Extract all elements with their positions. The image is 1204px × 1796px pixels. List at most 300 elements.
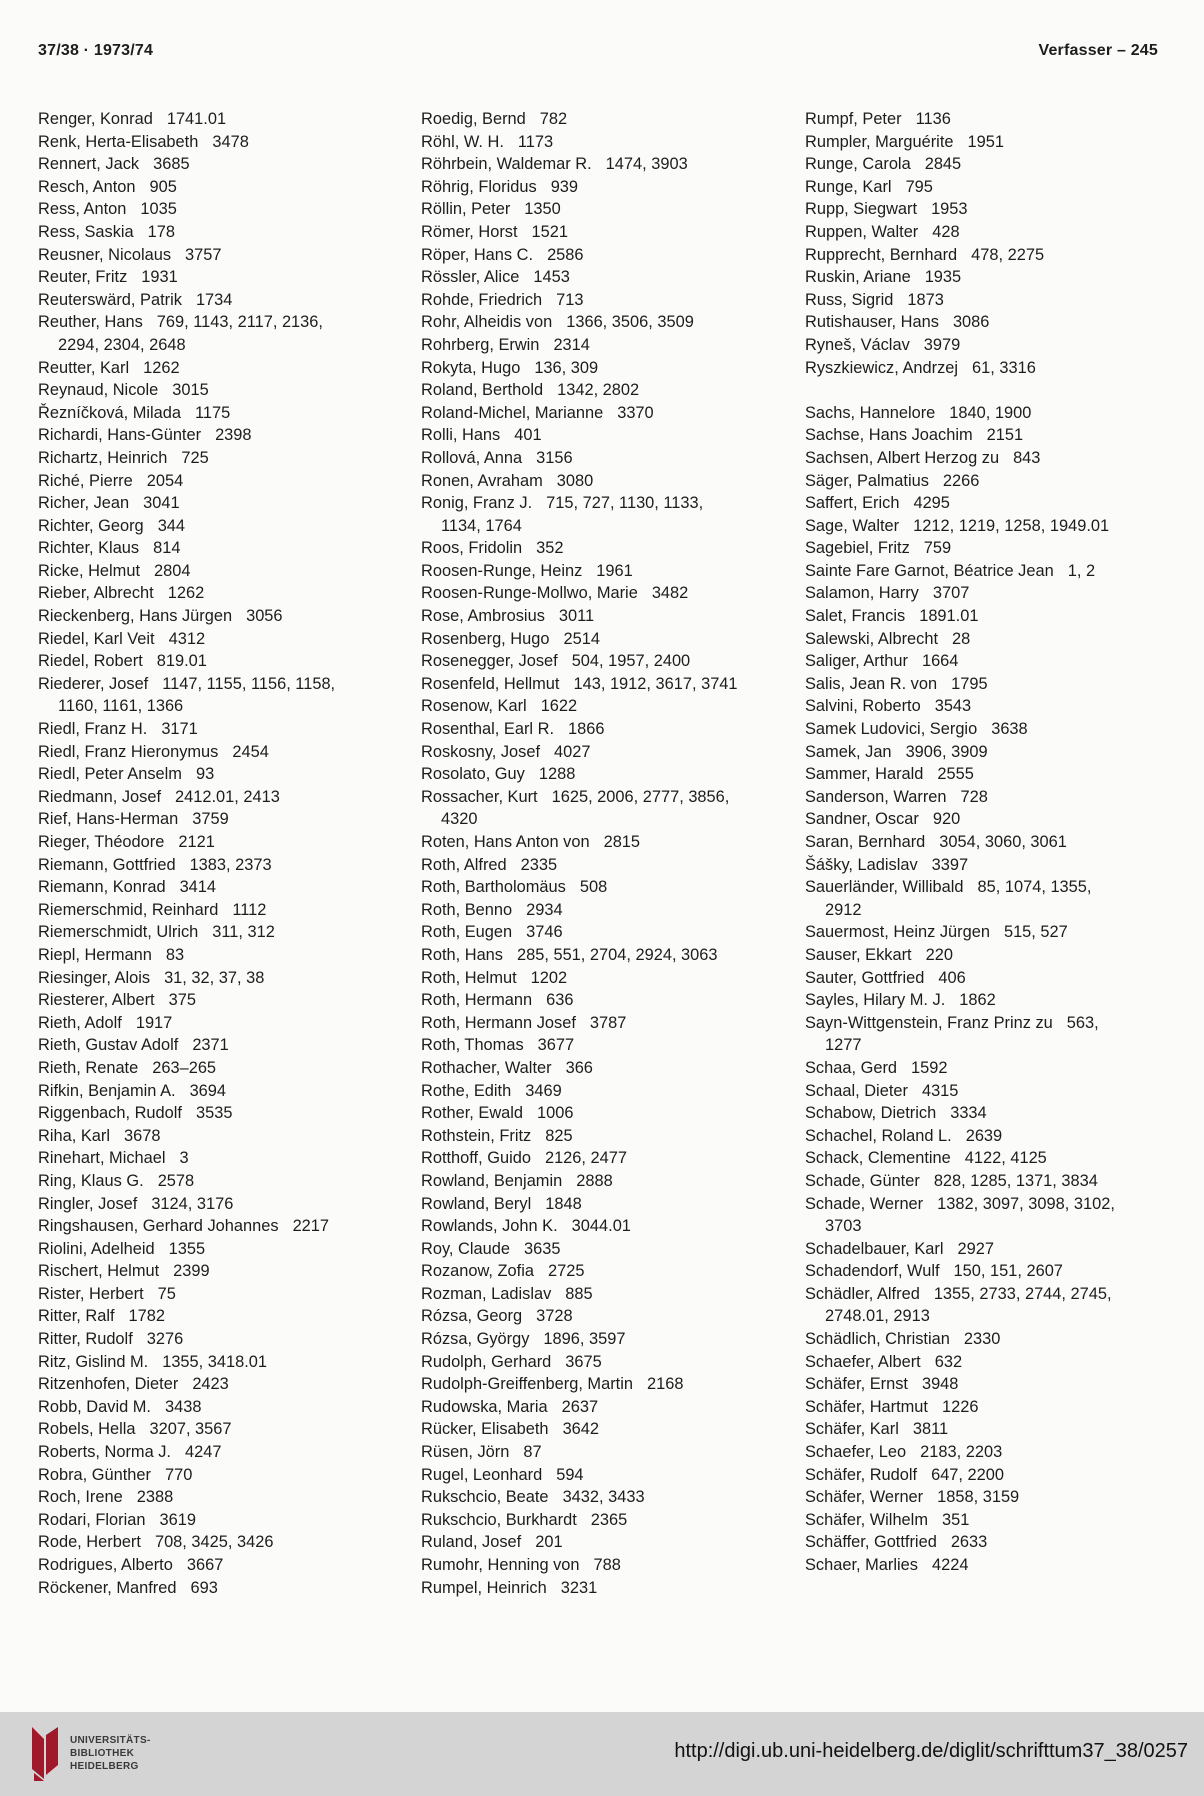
- index-entry: [38, 1396, 408, 1419]
- index-entry-continuation: [421, 515, 791, 538]
- index-entry: [38, 718, 408, 741]
- entry-numbers: 2266: [942, 471, 980, 490]
- index-entry: [805, 854, 1175, 877]
- index-entry: [421, 673, 791, 696]
- index-entry: [38, 447, 408, 470]
- entry-numbers: 3979: [923, 335, 961, 354]
- entry-numbers: 3370: [617, 403, 654, 422]
- entry-numbers: 3677: [537, 1036, 575, 1055]
- entry-numbers: 1112: [232, 900, 267, 919]
- entry-numbers: 795: [905, 177, 933, 196]
- index-entry-continuation: [805, 899, 1175, 922]
- author-name: Säger, Palmatius: [805, 471, 929, 490]
- author-name: Ricke, Helmut: [38, 561, 141, 580]
- index-entry: [38, 673, 408, 696]
- author-name: Rodari, Florian: [38, 1510, 146, 1529]
- author-name: Roosen-Runge-Mollwo, Marie: [421, 584, 638, 603]
- index-entry: [805, 695, 1175, 718]
- index-entry: [805, 221, 1175, 244]
- entry-numbers: 3948: [921, 1375, 959, 1394]
- index-entry: [421, 1238, 791, 1261]
- index-entry: [805, 786, 1175, 809]
- library-logo-text: [70, 1734, 151, 1773]
- entry-numbers: 478, 2275: [971, 245, 1045, 264]
- index-entry: [38, 1125, 408, 1148]
- entry-numbers: 1355: [168, 1239, 206, 1258]
- author-name: Schaa, Gerd: [805, 1058, 898, 1077]
- index-entry: [805, 582, 1175, 605]
- author-name: Roch, Irene: [38, 1488, 123, 1507]
- entry-numbers: 1355, 2733, 2744, 2745,: [933, 1284, 1112, 1303]
- entry-numbers: 788: [593, 1556, 621, 1574]
- index-entry: [421, 470, 791, 493]
- index-entry: [38, 741, 408, 764]
- author-name: Rieth, Gustav Adolf: [38, 1036, 179, 1055]
- author-name: Schack, Clementine: [805, 1149, 951, 1168]
- index-entry: [38, 1328, 408, 1351]
- author-name: Schäfer, Hartmut: [805, 1397, 928, 1416]
- index-entry: [421, 786, 791, 809]
- author-name: Rosolato, Guy: [421, 765, 525, 784]
- entry-numbers: 2815: [603, 833, 641, 851]
- author-name: Schäfer, Ernst: [805, 1375, 908, 1394]
- entry-numbers: 3707: [932, 584, 970, 603]
- entry-numbers: 759: [923, 539, 952, 558]
- entry-numbers: 1134, 1764: [441, 516, 522, 535]
- index-entry: [38, 1351, 408, 1374]
- author-name: Ritter, Ralf: [38, 1307, 115, 1326]
- index-entry: [421, 967, 791, 990]
- index-entry: [805, 447, 1175, 470]
- entry-numbers: 3015: [172, 381, 209, 400]
- index-entry: [38, 1238, 408, 1261]
- index-column-1: [38, 108, 408, 1599]
- index-entry: [38, 1193, 408, 1216]
- entry-numbers: 2454: [232, 742, 269, 761]
- index-entry: [38, 1170, 408, 1193]
- index-entry: [421, 1057, 791, 1080]
- index-entry: [805, 1441, 1175, 1464]
- entry-numbers: 136, 309: [534, 358, 599, 377]
- entry-numbers: 819.01: [156, 652, 207, 671]
- index-entry: [805, 357, 1175, 380]
- entry-numbers: 220: [925, 945, 953, 964]
- index-entry-continuation: [421, 808, 791, 831]
- index-entry: [38, 424, 408, 447]
- author-name: Rumpler, Marguérite: [805, 132, 954, 151]
- index-entry: [805, 1396, 1175, 1419]
- author-name: Schabow, Dietrich: [805, 1104, 937, 1123]
- author-name: Riederer, Josef: [38, 674, 149, 693]
- entry-numbers: 3535: [195, 1104, 233, 1123]
- author-name: Rugel, Leonhard: [421, 1465, 543, 1484]
- entry-numbers: 406: [938, 968, 966, 987]
- author-name: Ronen, Avraham: [421, 471, 543, 490]
- author-name: Rischert, Helmut: [38, 1262, 160, 1281]
- entry-numbers: 4312: [168, 629, 206, 648]
- index-entry: [805, 876, 1175, 899]
- author-name: Roth, Alfred: [421, 855, 507, 874]
- author-name: Reuther, Hans: [38, 313, 143, 332]
- entry-numbers: 594: [556, 1465, 584, 1484]
- entry-numbers: 1953: [931, 200, 968, 219]
- entry-numbers: 1212, 1219, 1258, 1949.01: [913, 516, 1110, 535]
- index-entry: [421, 153, 791, 176]
- author-name: Sammer, Harald: [805, 765, 924, 784]
- author-name: Rolli, Hans: [421, 426, 501, 445]
- index-entry: [421, 447, 791, 470]
- index-entry: [805, 1486, 1175, 1509]
- author-name: Rief, Hans-Herman: [38, 810, 179, 829]
- author-name: Rupp, Siegwart: [805, 200, 918, 219]
- author-name: Rothstein, Fritz: [421, 1126, 532, 1145]
- index-entry: [421, 831, 791, 854]
- entry-numbers: 725: [181, 448, 209, 467]
- index-entry: [421, 1102, 791, 1125]
- entry-numbers: 344: [157, 516, 186, 535]
- author-name: Röper, Hans C.: [421, 245, 534, 264]
- entry-numbers: 3482: [651, 584, 689, 603]
- author-name: Riedl, Franz Hieronymus: [38, 742, 219, 761]
- index-entry: [421, 1441, 791, 1464]
- author-name: Rudolph-Greiffenberg, Martin: [421, 1375, 633, 1394]
- entry-numbers: 75: [157, 1284, 176, 1303]
- logo-line: UNIVERSITÄTS-: [70, 1735, 151, 1746]
- author-name: Sauermost, Heinz Jürgen: [805, 923, 990, 942]
- index-entry: [38, 1057, 408, 1080]
- entry-numbers: 2555: [937, 765, 974, 784]
- entry-numbers: 715, 727, 1130, 1133,: [546, 494, 704, 513]
- author-name: Röckener, Manfred: [38, 1578, 177, 1597]
- index-entry: [38, 1215, 408, 1238]
- university-library-logo-icon[interactable]: [28, 1725, 62, 1781]
- author-name: Salet, Francis: [805, 607, 906, 626]
- author-name: Roberts, Norma J.: [38, 1443, 171, 1462]
- entry-numbers: 1734: [195, 290, 233, 309]
- entry-numbers: 3759: [192, 810, 229, 829]
- entry-numbers: 1035: [140, 200, 177, 219]
- author-name: Roth, Hermann Josef: [421, 1013, 576, 1032]
- entry-numbers: 2294, 2304, 2648: [58, 335, 186, 354]
- entry-numbers: 3787: [589, 1013, 627, 1032]
- index-entry: [805, 1418, 1175, 1441]
- index-entry: [421, 402, 791, 425]
- index-entry: [38, 537, 408, 560]
- entry-numbers: 3638: [991, 720, 1028, 739]
- entry-numbers: 1160, 1161, 1366: [58, 697, 184, 716]
- entry-numbers: 3334: [950, 1104, 987, 1123]
- entry-numbers: 2388: [136, 1488, 174, 1507]
- entry-numbers: 1891.01: [919, 607, 979, 626]
- entry-numbers: 1961: [596, 561, 633, 580]
- author-name: Sauter, Gottfried: [805, 968, 925, 987]
- index-entry: [805, 492, 1175, 515]
- entry-numbers: 4315: [921, 1081, 959, 1100]
- author-name: Riedel, Karl Veit: [38, 629, 155, 648]
- author-name: Rieckenberg, Hans Jürgen: [38, 607, 233, 626]
- entry-numbers: 1873: [907, 290, 944, 309]
- index-entry: [421, 311, 791, 334]
- index-entry: [38, 108, 408, 131]
- author-name: Roth, Hans: [421, 945, 503, 964]
- index-entry: [421, 718, 791, 741]
- author-name: Rieber, Albrecht: [38, 584, 154, 603]
- author-name: Salvini, Roberto: [805, 697, 921, 716]
- author-name: Ress, Anton: [38, 200, 127, 219]
- author-name: Riha, Karl: [38, 1126, 110, 1145]
- index-entry: [805, 763, 1175, 786]
- index-entry: [38, 967, 408, 990]
- index-entry: [805, 718, 1175, 741]
- entry-numbers: 2514: [563, 629, 600, 648]
- author-name: Schadendorf, Wulf: [805, 1262, 940, 1281]
- author-name: Richer, Jean: [38, 494, 130, 513]
- index-entry: [38, 582, 408, 605]
- index-entry: [38, 1464, 408, 1487]
- entry-numbers: 2934: [526, 900, 563, 919]
- author-name: Riemerschmid, Reinhard: [38, 900, 219, 919]
- index-entry: [38, 1012, 408, 1035]
- author-name: Ruland, Josef: [421, 1533, 522, 1552]
- entry-numbers: 1917: [135, 1013, 173, 1032]
- index-entry: [38, 1418, 408, 1441]
- index-entry: [421, 763, 791, 786]
- author-name: Roosen-Runge, Heinz: [421, 561, 583, 580]
- entry-numbers: 1175: [195, 403, 231, 422]
- index-entry: [421, 131, 791, 154]
- index-entry: [421, 582, 791, 605]
- entry-numbers: 93: [195, 765, 215, 784]
- entry-numbers: 4224: [931, 1556, 969, 1574]
- index-entry: [421, 198, 791, 221]
- index-entry: [421, 1034, 791, 1057]
- author-name: Riolini, Adelheid: [38, 1239, 155, 1258]
- entry-numbers: 1350: [524, 200, 561, 219]
- entry-numbers: 515, 527: [1003, 923, 1068, 942]
- entry-numbers: 563,: [1066, 1013, 1099, 1032]
- entry-numbers: 636: [546, 991, 574, 1010]
- author-name: Riedl, Franz H.: [38, 720, 148, 739]
- entry-numbers: 2845: [924, 155, 962, 174]
- author-name: Saliger, Arthur: [805, 652, 908, 671]
- index-entry: [421, 1283, 791, 1306]
- index-entry: [38, 921, 408, 944]
- entry-numbers: 61, 3316: [972, 358, 1036, 377]
- author-name: Rowlands, John K.: [421, 1217, 558, 1236]
- entry-numbers: 825: [545, 1126, 573, 1145]
- index-entry: [805, 1260, 1175, 1283]
- entry-numbers: 1277: [825, 1036, 862, 1055]
- entry-numbers: 1622: [540, 697, 578, 716]
- author-name: Riepl, Hermann: [38, 945, 152, 964]
- entry-numbers: 1006: [537, 1104, 574, 1123]
- entry-numbers: 311, 312: [212, 923, 275, 942]
- entry-numbers: 782: [539, 110, 568, 128]
- author-name: Ruskin, Ariane: [805, 268, 911, 287]
- author-name: Roth, Helmut: [421, 968, 517, 987]
- index-entry: [805, 1554, 1175, 1577]
- index-entry: [805, 1147, 1175, 1170]
- author-name: Schaer, Marlies: [805, 1556, 918, 1574]
- index-entry: [805, 311, 1175, 334]
- index-entry: [805, 1283, 1175, 1306]
- index-entry: [421, 1328, 791, 1351]
- entry-numbers: 3675: [565, 1352, 602, 1371]
- index-entry: [38, 1260, 408, 1283]
- entry-numbers: 3432, 3433: [562, 1488, 645, 1507]
- entry-numbers: 1664: [921, 652, 959, 671]
- author-name: Rokyta, Hugo: [421, 358, 521, 377]
- author-name: Riesinger, Alois: [38, 968, 151, 987]
- index-entry: [421, 1147, 791, 1170]
- index-entry: [38, 198, 408, 221]
- logo-line: HEIDELBERG: [70, 1761, 139, 1772]
- index-entry: [38, 492, 408, 515]
- author-name: Rotthoff, Guido: [421, 1149, 531, 1168]
- entry-numbers: 3685: [153, 155, 190, 174]
- entry-numbers: 201: [535, 1533, 563, 1552]
- author-name: Riggenbach, Rudolf: [38, 1104, 182, 1123]
- entry-numbers: 143, 1912, 3617, 3741: [573, 674, 738, 693]
- index-entry: [421, 492, 791, 515]
- index-entry: [38, 289, 408, 312]
- index-entry: [805, 1080, 1175, 1103]
- author-name: Ritter, Rudolf: [38, 1330, 133, 1349]
- entry-numbers: 2330: [963, 1330, 1001, 1349]
- author-name: Russ, Sigrid: [805, 290, 894, 309]
- index-entry: [805, 1373, 1175, 1396]
- index-entry: [805, 537, 1175, 560]
- entry-numbers: 1625, 2006, 2777, 3856,: [551, 787, 730, 806]
- entry-numbers: 2183, 2203: [920, 1443, 1003, 1462]
- entry-numbers: 1383, 2373: [189, 855, 272, 874]
- index-entry: [38, 831, 408, 854]
- author-name: Salewski, Albrecht: [805, 629, 939, 648]
- entry-numbers: 1951: [967, 132, 1004, 151]
- author-name: Schaefer, Leo: [805, 1443, 907, 1462]
- entry-numbers: 375: [168, 991, 196, 1010]
- author-name: Rudolph, Gerhard: [421, 1352, 552, 1371]
- author-name: Schäfer, Karl: [805, 1420, 899, 1439]
- index-entry: [38, 628, 408, 651]
- author-name: Richter, Klaus: [38, 539, 140, 558]
- index-entry: [421, 1193, 791, 1216]
- author-name: Roth, Thomas: [421, 1036, 524, 1055]
- entry-numbers: 1782: [128, 1307, 165, 1326]
- author-name: Rózsa, György: [421, 1330, 530, 1349]
- index-entry: [38, 1305, 408, 1328]
- entry-numbers: 3906, 3909: [905, 742, 988, 761]
- index-entry: [805, 334, 1175, 357]
- entry-numbers: 2912: [825, 900, 862, 919]
- author-name: Rennert, Jack: [38, 155, 140, 174]
- author-name: Sachse, Hans Joachim: [805, 426, 973, 445]
- index-entry: [38, 402, 408, 425]
- entry-numbers: 1136: [915, 110, 951, 128]
- entry-numbers: 2126, 2477: [544, 1149, 627, 1168]
- index-entry: [38, 854, 408, 877]
- entry-numbers: 713: [556, 290, 584, 309]
- index-entry: [805, 989, 1175, 1012]
- author-name: Robb, David M.: [38, 1397, 151, 1416]
- footer-bar: [0, 1712, 1204, 1796]
- entry-numbers: 2888: [576, 1171, 613, 1190]
- author-name: Schäfer, Werner: [805, 1488, 924, 1507]
- entry-numbers: 3746: [526, 923, 563, 942]
- index-entry: [805, 1351, 1175, 1374]
- entry-numbers: 3397: [931, 855, 969, 874]
- entry-numbers: 3044.01: [571, 1217, 631, 1236]
- author-name: Schäfer, Wilhelm: [805, 1510, 928, 1529]
- entry-numbers: 4320: [441, 810, 478, 829]
- running-head-left: 37/38 · 1973/74: [38, 42, 154, 59]
- index-entry: [38, 379, 408, 402]
- entry-numbers: 1474, 3903: [605, 155, 688, 174]
- entry-numbers: 87: [523, 1443, 542, 1462]
- index-entry: [805, 967, 1175, 990]
- index-entry: [421, 628, 791, 651]
- author-name: Rosenberg, Hugo: [421, 629, 550, 648]
- index-entry: [421, 695, 791, 718]
- entry-numbers: 3276: [146, 1330, 184, 1349]
- author-name: Sanderson, Warren: [805, 787, 947, 806]
- author-name: Röhrbein, Waldemar R.: [421, 155, 592, 174]
- entry-numbers: 1366, 3506, 3509: [566, 313, 694, 332]
- index-entry: [805, 741, 1175, 764]
- author-name: Richter, Georg: [38, 516, 144, 535]
- index-column-3: [805, 108, 1175, 1577]
- index-entry: [38, 1577, 408, 1600]
- entry-numbers: 3: [179, 1149, 189, 1168]
- index-entry: [38, 266, 408, 289]
- author-name: Ringler, Josef: [38, 1194, 138, 1213]
- index-entry: [805, 1238, 1175, 1261]
- entry-numbers: 770: [164, 1465, 193, 1484]
- entry-numbers: 1173: [517, 132, 554, 151]
- index-entry: [805, 424, 1175, 447]
- author-name: Rosenthal, Earl R.: [421, 720, 555, 739]
- index-entry: [805, 560, 1175, 583]
- author-name: Reuterswärd, Patrik: [38, 290, 182, 309]
- entry-numbers: 2725: [547, 1262, 585, 1281]
- index-entry: [38, 763, 408, 786]
- index-entry: [421, 1486, 791, 1509]
- entry-numbers: 3056: [246, 607, 283, 626]
- index-entry: [421, 741, 791, 764]
- index-entry: [805, 921, 1175, 944]
- index-entry: [38, 560, 408, 583]
- entry-numbers: 1202: [530, 968, 568, 987]
- entry-numbers: 2335: [520, 855, 558, 874]
- author-name: Roland-Michel, Marianne: [421, 403, 604, 422]
- author-name: Řezníčková, Milada: [38, 403, 182, 422]
- author-name: Schädlich, Christian: [805, 1330, 950, 1349]
- author-name: Riemann, Gottfried: [38, 855, 176, 874]
- index-entry: [421, 334, 791, 357]
- entry-numbers: 2398: [215, 426, 252, 445]
- author-name: Ring, Klaus G.: [38, 1171, 144, 1190]
- source-url-link[interactable]: http://digi.ub.uni-heidelberg.de/diglit/schrifttum37_38/0257: [674, 1740, 1188, 1762]
- index-entry: [805, 176, 1175, 199]
- entry-numbers: 3667: [186, 1556, 224, 1574]
- index-entry: [805, 808, 1175, 831]
- entry-numbers: 1, 2: [1067, 561, 1096, 580]
- author-name: Rowland, Benjamin: [421, 1171, 563, 1190]
- index-entry: [38, 311, 408, 334]
- author-name: Reutter, Karl: [38, 358, 130, 377]
- index-entry-continuation: [805, 1215, 1175, 1238]
- entry-numbers: 3080: [556, 471, 594, 490]
